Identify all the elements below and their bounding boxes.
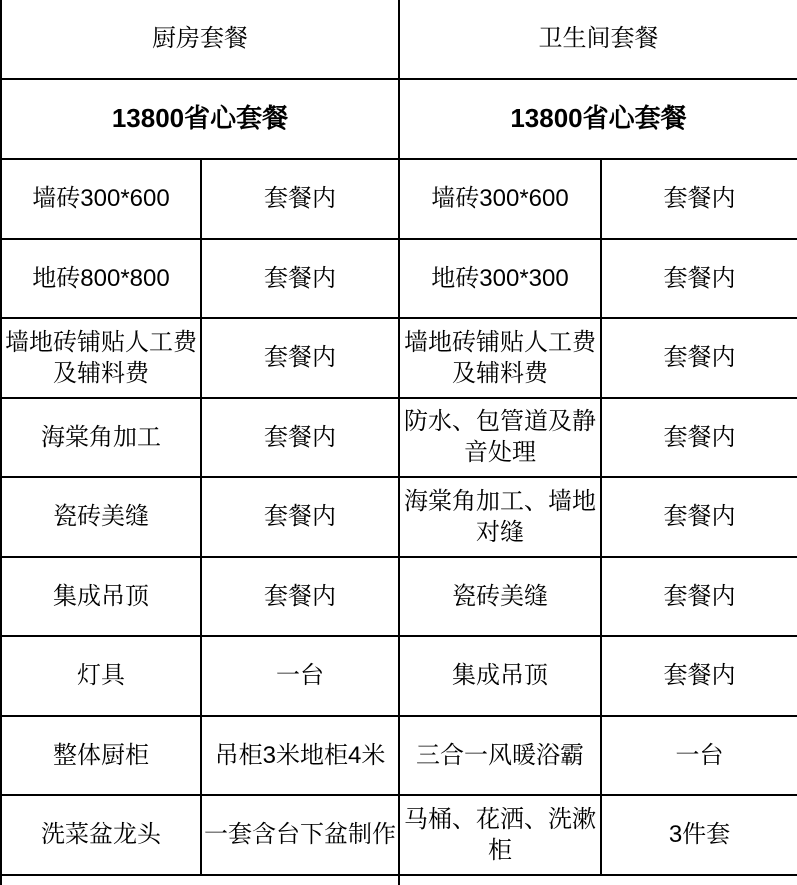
table-row [1,318,797,398]
kitchen-value-cell: 吊柜3米地柜4米 [201,716,399,796]
kitchen-value-cell: 一套含台下盆制作 [201,795,399,875]
kitchen-item-cell: 集成吊顶 [1,557,201,637]
bathroom-value-cell: 套餐内 [601,557,797,637]
kitchen-item-cell: 整体厨柜 [1,716,201,796]
kitchen-value-cell: 套餐内 [201,159,399,239]
bathroom-value-cell: 套餐内 [601,239,797,319]
bathroom-value-cell: 3件套 [601,795,797,875]
kitchen-item-cell: 地砖800*800 [1,239,201,319]
bathroom-item-cell: 海棠角加工、墙地对缝 [399,477,601,557]
kitchen-value-cell: 套餐内 [201,398,399,478]
kitchen-value-cell: 套餐内 [201,318,399,398]
kitchen-item-cell: 洗菜盆龙头 [1,795,201,875]
kitchen-item-cell: 瓷砖美缝 [1,477,201,557]
bathroom-value-cell: 套餐内 [601,318,797,398]
kitchen-value-cell: 套餐内 [201,239,399,319]
table-row [1,795,797,875]
bathroom-item-cell: 墙砖300*600 [399,159,601,239]
table-row [1,159,797,239]
bathroom-value-cell: 套餐内 [601,398,797,478]
bathroom-value-cell: 一台 [601,716,797,796]
kitchen-section-title: 厨房套餐 [1,0,399,79]
bathroom-value-cell: 套餐内 [601,159,797,239]
bathroom-price-label: 13800省心套餐 [399,79,797,159]
table-row [1,716,797,796]
bathroom-item-cell: 墙地砖铺贴人工费及辅料费 [399,318,601,398]
kitchen-value-cell: 套餐内 [201,557,399,637]
bathroom-value-cell: 套餐内 [601,477,797,557]
bathroom-item-cell: 防水、包管道及静音处理 [399,398,601,478]
bathroom-item-cell: 集成吊顶 [399,636,601,716]
bathroom-item-cell: 地砖300*300 [399,239,601,319]
table-row [1,398,797,478]
table-row [1,636,797,716]
kitchen-item-cell: 灯具 [1,636,201,716]
table-row [1,477,797,557]
kitchen-item-cell: 墙砖300*600 [1,159,201,239]
bathroom-item-cell: 马桶、花洒、洗漱柜 [399,795,601,875]
kitchen-item-cell: 海棠角加工 [1,398,201,478]
clipped-next-row [1,875,797,885]
price-row [1,79,797,159]
bathroom-value-cell: 套餐内 [601,636,797,716]
kitchen-value-cell: 套餐内 [201,477,399,557]
kitchen-value-cell: 一台 [201,636,399,716]
clipped-cell [399,875,797,885]
table-row [1,239,797,319]
bathroom-section-title: 卫生间套餐 [399,0,797,79]
kitchen-price-label: 13800省心套餐 [1,79,399,159]
table-row [1,557,797,637]
bathroom-item-cell: 三合一风暖浴霸 [399,716,601,796]
kitchen-item-cell: 墙地砖铺贴人工费及辅料费 [1,318,201,398]
bathroom-item-cell: 瓷砖美缝 [399,557,601,637]
clipped-cell [1,875,399,885]
section-title-row [1,0,797,79]
